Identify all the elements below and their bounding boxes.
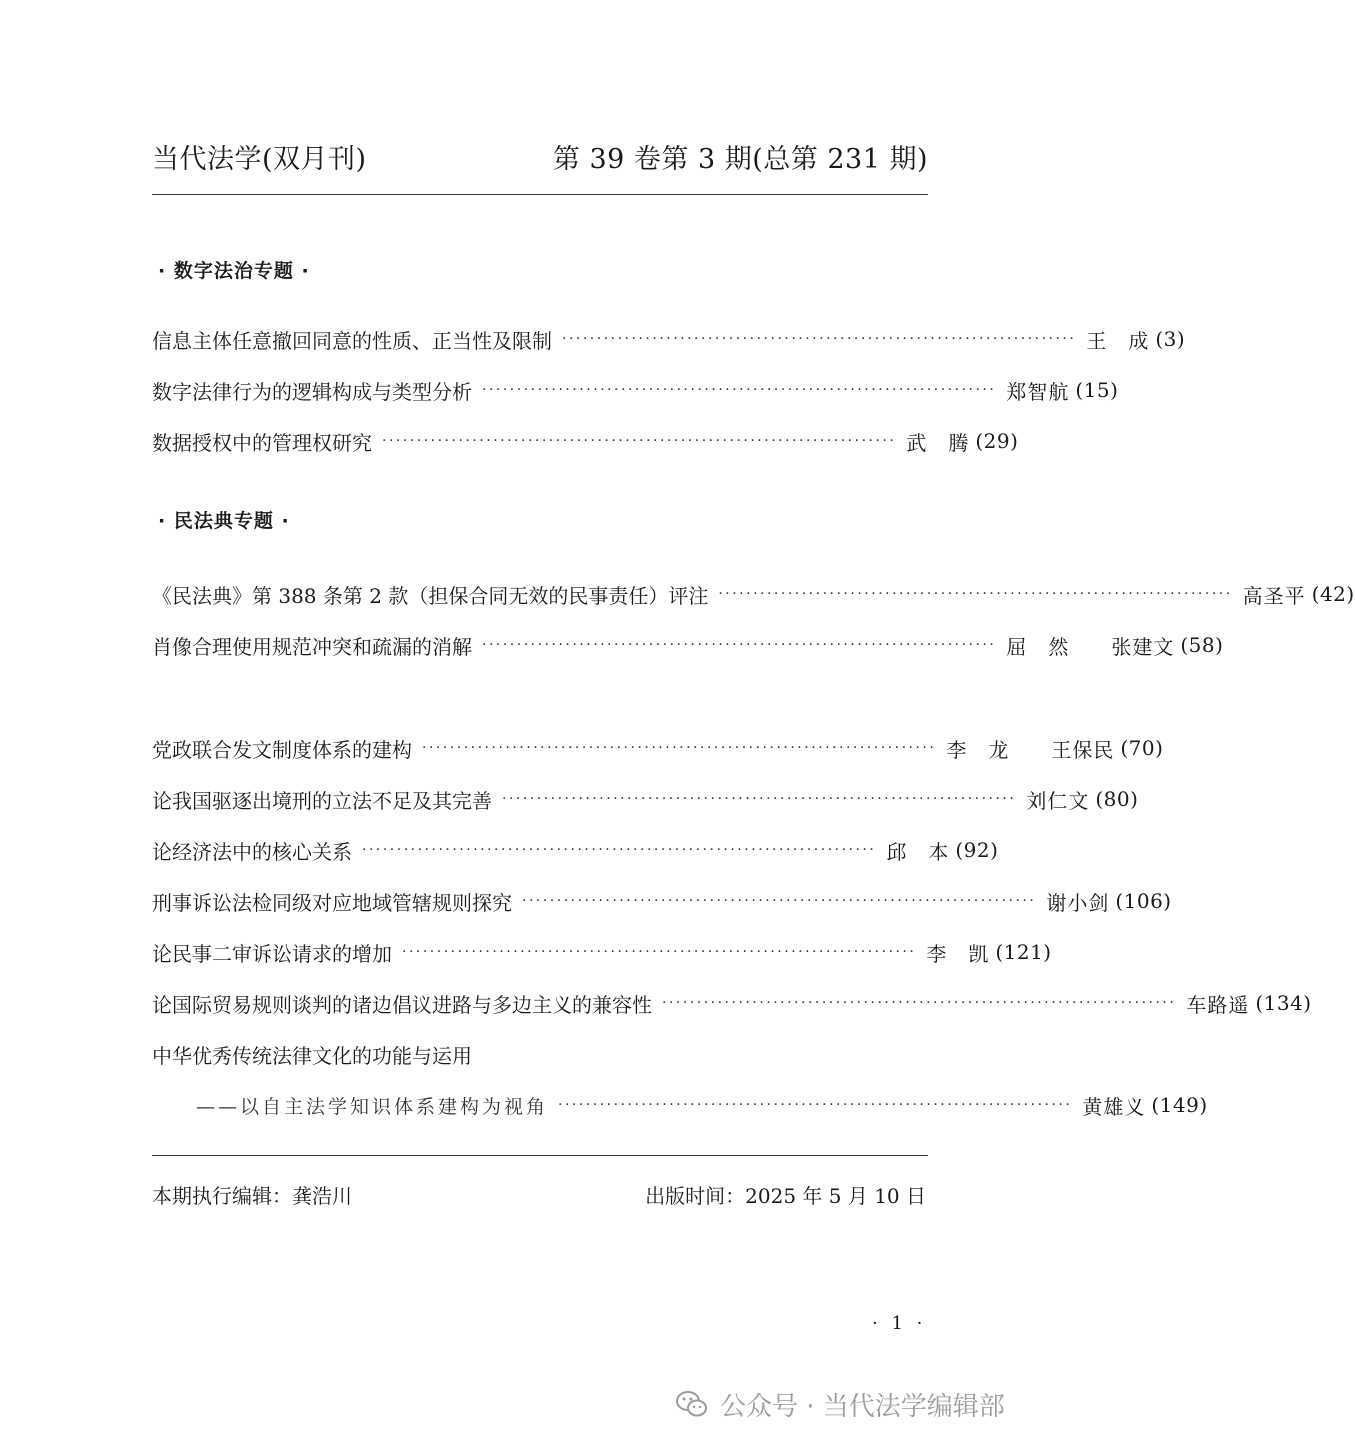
article-page: (92) [955,838,999,862]
article-author: 高圣平 [1242,583,1306,608]
leader-dots: ·········································································· [482,637,997,653]
toc-entry[interactable] [152,579,1355,609]
article-title: 信息主体任意撤回同意的性质、正当性及限制 [152,328,552,353]
article-page: (106) [1115,889,1172,913]
leader-dots: ·········································································· [662,995,1177,1011]
toc-entry[interactable] [152,835,999,865]
publication-date: 出版时间：2025 年 5 月 10 日 [645,1184,926,1208]
leader-dots: ·········································································· [382,433,897,449]
article-title: 论民事二审诉讼请求的增加 [152,941,392,966]
article-title: 论我国驱逐出境刑的立法不足及其完善 [152,788,492,813]
article-title: 《民法典》第 388 条第 2 款（担保合同无效的民事责任）评注 [152,583,709,608]
article-page: (70) [1120,736,1164,760]
leader-dots: ·········································································· [562,331,1077,347]
article-author: 邱 本 [886,839,950,864]
toc-entry[interactable] [152,426,1019,456]
article-page: (29) [975,429,1019,453]
leader-dots: ·········································································· [482,382,997,398]
article-author: 谢小剑 [1046,890,1110,915]
article-title: 肖像合理使用规范冲突和疏漏的消解 [152,634,472,659]
toc-entry[interactable] [152,375,1119,405]
article-subtitle: ——以自主法学知识体系建构为视角 [196,1095,549,1118]
article-author: 刘仁文 [1026,788,1090,813]
toc-entry-title-line[interactable] [152,1039,926,1069]
article-author: 黄雄义 [1082,1094,1146,1119]
toc-entry[interactable] [152,630,1224,660]
toc-entry[interactable] [152,988,1312,1018]
article-author: 武 腾 [906,430,970,455]
leader-dots: ·········································································· [502,791,1017,807]
toc-entry[interactable] [152,886,1172,916]
watermark-text: 公众号 · 当代法学编辑部 [720,1391,1005,1422]
toc-entry[interactable] [152,733,1164,763]
article-page: (58) [1180,633,1224,657]
article-title: 中华优秀传统法律文化的功能与运用 [152,1043,472,1068]
article-title: 数字法律行为的逻辑构成与类型分析 [152,379,472,404]
toc-entry-subtitle-line[interactable] [152,1090,1208,1120]
toc-entry[interactable] [152,324,1186,354]
article-title: 数据授权中的管理权研究 [152,430,372,455]
article-title: 党政联合发文制度体系的建构 [152,737,412,762]
page-footer [152,1180,926,1209]
toc-entry[interactable] [152,784,1139,814]
leader-dots: ·········································································· [402,944,917,960]
page-number: · 1 · [872,1313,927,1334]
leader-dots: ·········································································· [422,740,937,756]
section-title-digital-law: · 数字法治专题 · [158,260,310,282]
toc-entry[interactable] [152,937,1052,967]
leader-dots: ·········································································· [362,842,877,858]
page-header [152,140,928,195]
article-author: 郑智航 [1006,379,1070,404]
executive-editor: 本期执行编辑：龚浩川 [152,1184,352,1208]
journal-name: 当代法学(双月刊) [152,144,367,175]
article-title: 论国际贸易规则谈判的诸边倡议进路与多边主义的兼容性 [152,992,652,1017]
article-page: (15) [1075,378,1119,402]
article-page: (134) [1255,991,1312,1015]
article-page: (80) [1095,787,1139,811]
issue-info: 第 39 卷第 3 期(总第 231 期) [552,144,928,175]
leader-dots: ·········································································· [558,1097,1073,1113]
article-author: 王 成 [1086,328,1150,353]
article-author: 李 凯 [926,941,990,966]
wechat-watermark [676,1384,1005,1424]
leader-dots: ·········································································· [718,586,1233,602]
article-page: (3) [1155,327,1186,351]
article-author: 李 龙 王保民 [946,737,1115,762]
wechat-icon [676,1390,708,1418]
article-title: 刑事诉讼法检同级对应地域管辖规则探究 [152,890,512,915]
footer-divider [152,1155,928,1156]
section-title-civil-code: · 民法典专题 · [158,510,290,532]
article-page: (42) [1311,582,1355,606]
article-title: 论经济法中的核心关系 [152,839,352,864]
article-author: 车路遥 [1186,992,1250,1017]
article-page: (149) [1151,1093,1208,1117]
leader-dots: ·········································································· [522,893,1037,909]
article-page: (121) [995,940,1052,964]
article-author: 屈 然 张建文 [1006,634,1175,659]
